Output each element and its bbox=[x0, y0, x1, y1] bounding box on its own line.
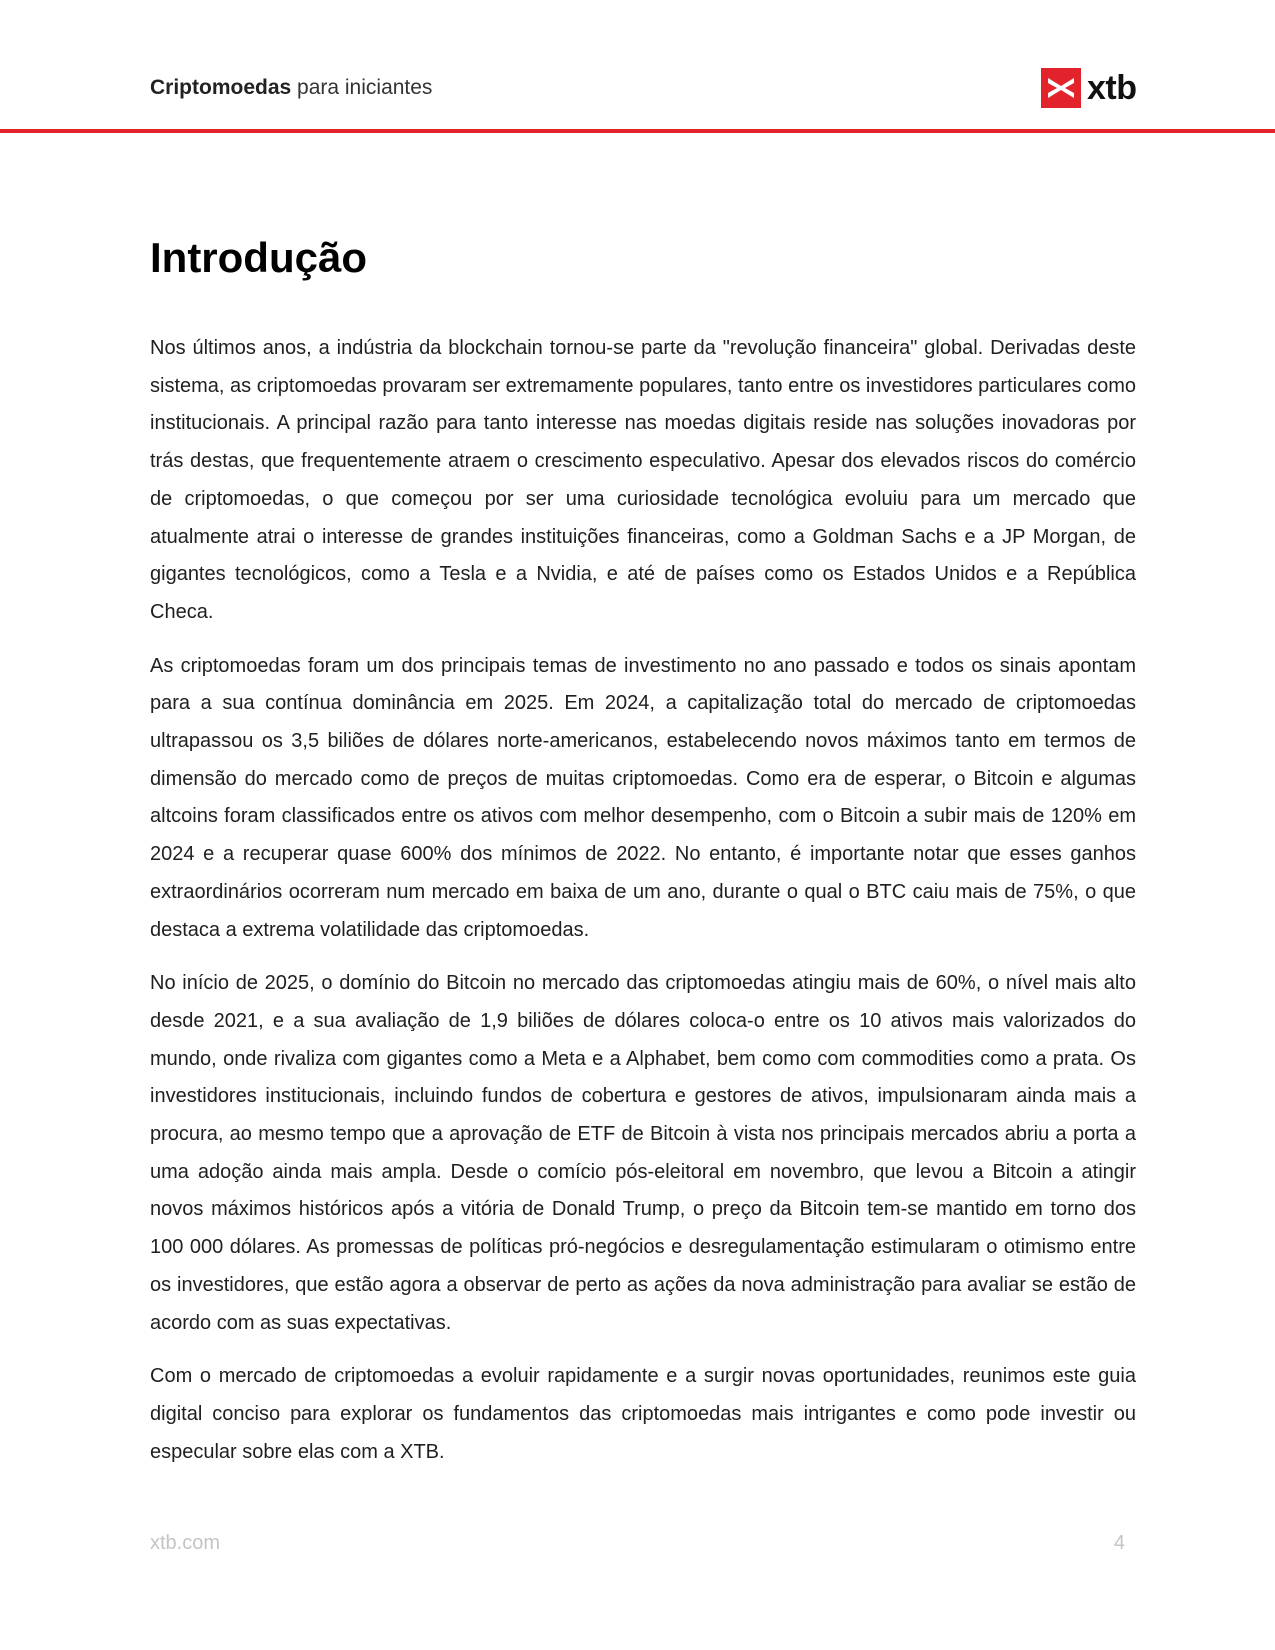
footer-site-link: xtb.com bbox=[150, 1532, 221, 1554]
paragraph: As criptomoedas foram um dos principais temas de investimento no ano passado e todos os sinais apontam para a sua contínua dominância em 2025. Em 2024, a capitalização total do mercado de criptomoedas ultrapassou os 3,5 biliões de dólares norte-americanos, estabelecendo novos máximos tanto em termos de dimensão do mercado como de preços de muitas criptomoedas. Como era de esperar, o Bitcoin e algumas altcoins foram classificados entre os ativos com melhor desempenho, com o Bitcoin a subir mais de 120% em 2024 e a recuperar quase 600% dos mínimos de 2022. No entanto, é importante notar que esses ganhos extraordinários ocorreram num mercado em baixa de um ano, durante o qual o BTC caiu mais de 75%, o que destaca a extrema volatilidade das criptomoedas. bbox=[150, 654, 1136, 941]
xtb-logo-text: xtb bbox=[1087, 69, 1137, 107]
paragraph: No início de 2025, o domínio do Bitcoin no mercado das criptomoedas atingiu mais de 60%, o nível mais alto desde 2021, e a sua avaliação de 1,9 biliões de dólares coloca-o entre os 10 ativos mais valorizados do mundo, onde rivaliza com gigantes como a Meta e a Alphabet, bem como com commodities como a prata. Os investidores institucionais, incluindo fundos de cobertura e gestores de ativos, impulsionaram ainda mais a procura, ao mesmo tempo que a aprovação de ETF de Bitcoin à vista nos principais mercados abriu a porta a uma adoção ainda mais ampla. Desde o comício pós-eleitoral em novembro, que levou a Bitcoin a atingir novos máximos históricos após a vitória de Donald Trump, o preço da Bitcoin tem-se mantido em torno dos 100 000 dólares. As promessas de políticas pró-negócios e desregulamentação estimularam o otimismo entre os investidores, que estão agora a observar de perto as ações da nova administração para avaliar se estão de acordo com as suas expectativas. bbox=[150, 972, 1136, 1334]
document-title-bold: Criptomoedas bbox=[150, 76, 292, 99]
xtb-logo-icon bbox=[1041, 68, 1081, 108]
document-title-rest: para iniciantes bbox=[291, 76, 433, 99]
page-heading: Introdução bbox=[150, 234, 367, 281]
main-content bbox=[150, 230, 1136, 1487]
page-header bbox=[0, 0, 1275, 133]
paragraph: Nos últimos anos, a indústria da blockchain tornou-se parte da "revolução financeira" global. Derivadas deste sistema, as criptomoedas provaram ser extremamente populares, tanto entre os investidores particulares como institucionais. A principal razão para tanto interesse nas moedas digitais reside nas soluções inovadoras por trás destas, que frequentemente atraem o crescimento especulativo. Apesar dos elevados riscos do comércio de criptomoedas, o que começou por ser uma curiosidade tecnológica evoluiu para um mercado que atualmente atrai o interesse de grandes instituições financeiras, como a Goldman Sachs e a JP Morgan, de gigantes tecnológicos, como a Tesla e a Nvidia, e até de países como os Estados Unidos e a República Checa. bbox=[150, 337, 1137, 623]
page-number: 4 bbox=[1113, 1532, 1125, 1554]
paragraph: Com o mercado de criptomoedas a evoluir rapidamente e a surgir novas oportunidades, reunimos este guia digital conciso para explorar os fundamentos das criptomoedas mais intrigantes e como pode investir ou especular sobre elas com a XTB. bbox=[150, 1365, 1136, 1463]
xtb-logo bbox=[1041, 68, 1137, 108]
document-title bbox=[150, 74, 432, 102]
